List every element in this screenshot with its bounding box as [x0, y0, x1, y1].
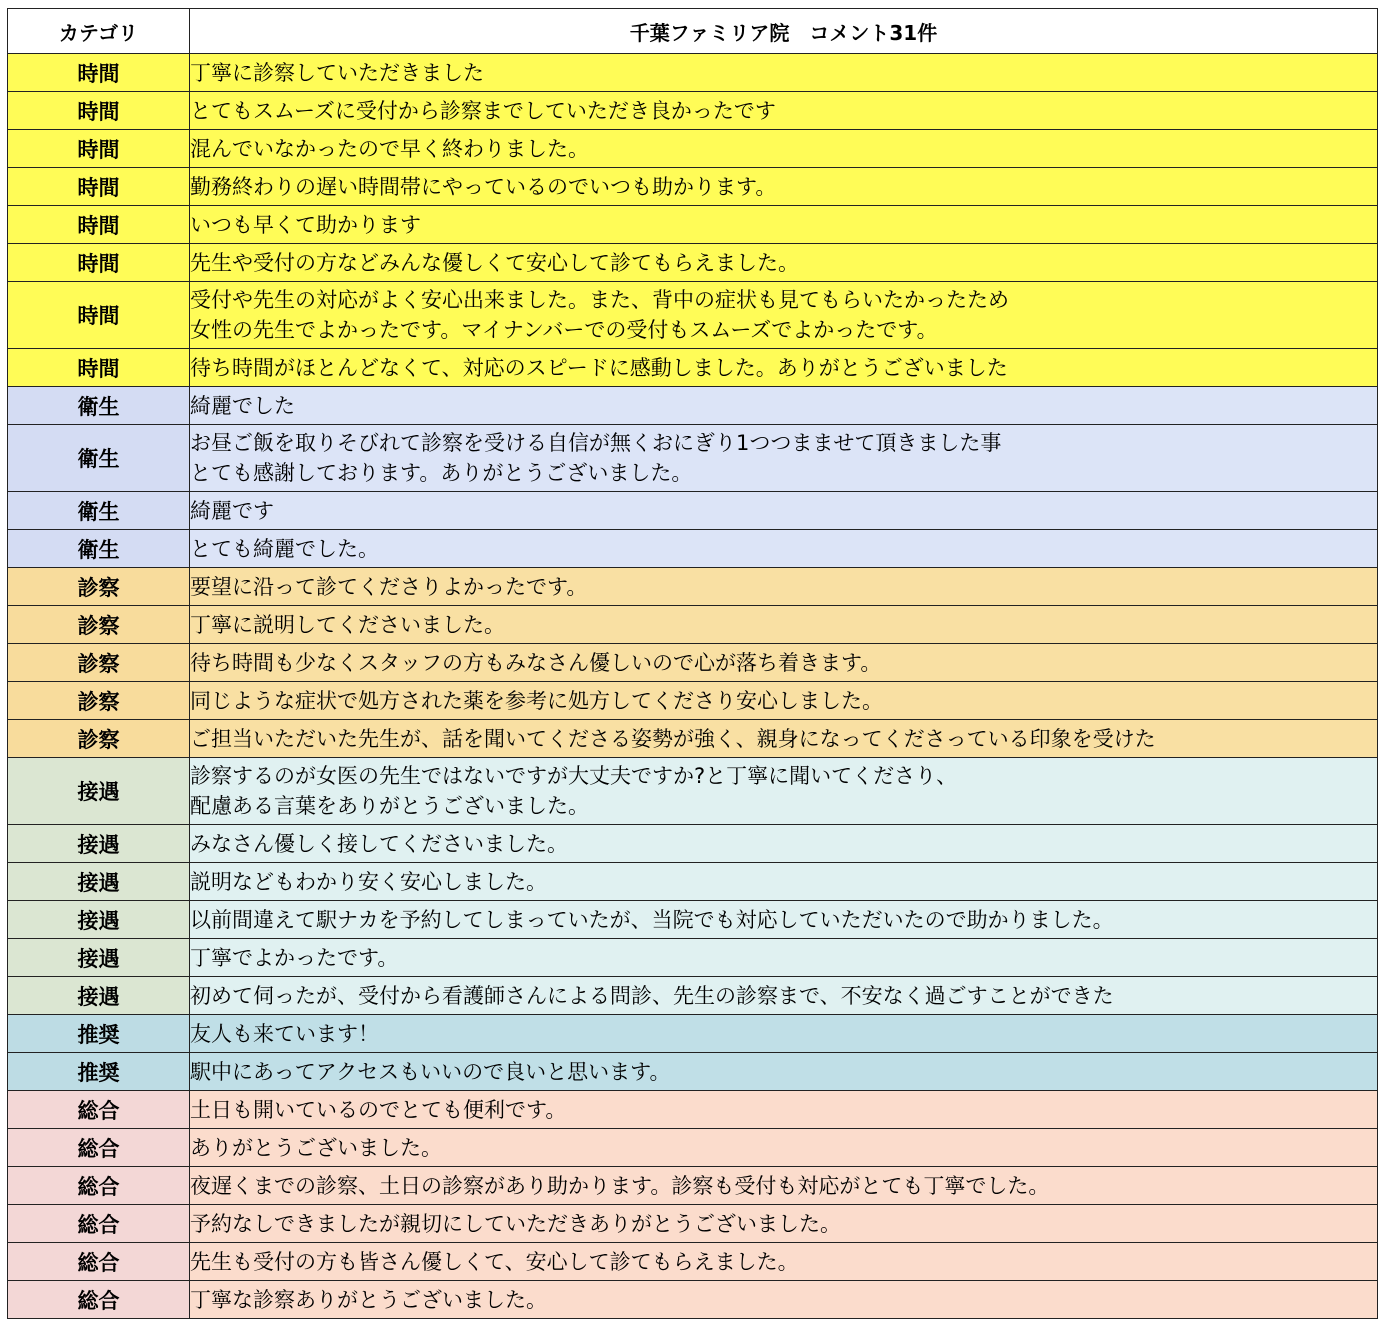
comment-cell: [190, 1167, 1378, 1205]
comment-line: 夜遅くまでの診察、土日の診察があり助かります。診察も受付も対応がとても丁寧でした。: [190, 1173, 1050, 1198]
comment-line: とてもスムーズに受付から診察までしていただき良かったです: [190, 98, 776, 123]
comment-cell: [190, 644, 1378, 682]
category-cell: 衛生: [8, 530, 190, 568]
comment-cell: [190, 1243, 1378, 1281]
comment-line: 丁寧でよかったです。: [190, 945, 399, 970]
table-row: [8, 606, 1378, 644]
table-row: [8, 1205, 1378, 1243]
category-cell: 診察: [8, 682, 190, 720]
category-cell: 時間: [8, 244, 190, 282]
comment-cell: [190, 1091, 1378, 1129]
category-cell: 推奨: [8, 1053, 190, 1091]
comment-line: 丁寧に説明してくださいました。: [190, 612, 505, 637]
category-cell: 診察: [8, 606, 190, 644]
comment-line: 以前間違えて駅ナカを予約してしまっていたが、当院でも対応していただいたので助かりました。: [190, 907, 1114, 932]
category-cell: 推奨: [8, 1015, 190, 1053]
category-cell: 接遇: [8, 901, 190, 939]
category-cell: 総合: [8, 1205, 190, 1243]
category-cell: 時間: [8, 54, 190, 92]
comment-cell: [190, 492, 1378, 530]
comment-line: 説明などもわかり安く安心しました。: [190, 869, 547, 894]
comment-cell: [190, 720, 1378, 758]
comment-cell: [190, 206, 1378, 244]
comment-line: 予約なしできましたが親切にしていただきありがとうございました。: [190, 1211, 841, 1236]
comment-line: 要望に沿って診てくださりよかったです。: [190, 574, 588, 599]
comment-cell: [190, 863, 1378, 901]
category-cell: 総合: [8, 1167, 190, 1205]
comment-line: 駅中にあってアクセスもいいので良いと思います。: [190, 1059, 671, 1084]
table-row: [8, 425, 1378, 492]
comment-line: 友人も来ています！: [190, 1021, 379, 1046]
table-row: [8, 1091, 1378, 1129]
table-row: [8, 282, 1378, 349]
category-cell: 時間: [8, 92, 190, 130]
comment-line: とても感謝しております。ありがとうございました。: [190, 461, 693, 485]
category-cell: 時間: [8, 282, 190, 349]
table-row: [8, 1053, 1378, 1091]
table-row: [8, 1129, 1378, 1167]
comment-line: 綺麗でした: [190, 393, 295, 418]
comment-cell: [190, 939, 1378, 977]
table-row: [8, 1167, 1378, 1205]
comment-cell: [190, 425, 1378, 492]
comment-line: 待ち時間も少なくスタッフの方もみなさん優しいので心が落ち着きます。: [190, 650, 882, 675]
table-row: [8, 206, 1378, 244]
category-cell: 接遇: [8, 758, 190, 825]
comment-line: 配慮ある言葉をありがとうございました。: [190, 794, 589, 818]
comment-line: 初めて伺ったが、受付から看護師さんによる問診、先生の診察まで、不安なく過ごすことができた: [190, 983, 1114, 1008]
comment-cell: [190, 244, 1378, 282]
table-row: [8, 54, 1378, 92]
category-cell: 時間: [8, 206, 190, 244]
comment-cell: [190, 387, 1378, 425]
comments-table: [7, 8, 1378, 1319]
category-cell: 時間: [8, 168, 190, 206]
table-row: [8, 387, 1378, 425]
comment-cell: [190, 758, 1378, 825]
category-cell: 接遇: [8, 939, 190, 977]
comment-cell: [190, 1281, 1378, 1319]
table-row: [8, 92, 1378, 130]
table-header: [8, 9, 1378, 54]
comment-line: 受付や先生の対応がよく安心出来ました。また、背中の症状も見てもらいたかったため: [190, 288, 1009, 312]
comment-line: 丁寧に診察していただきました: [190, 60, 484, 85]
comment-cell: [190, 1129, 1378, 1167]
category-cell: 診察: [8, 720, 190, 758]
comment-line: 先生も受付の方も皆さん優しくて、安心して診てもらえました。: [190, 1249, 799, 1274]
category-cell: 総合: [8, 1281, 190, 1319]
table-row: [8, 720, 1378, 758]
comment-column-header: 千葉ファミリア院 コメント31件: [190, 9, 1378, 54]
comment-cell: [190, 901, 1378, 939]
comment-line: お昼ご飯を取りそびれて診察を受ける自信が無くおにぎり1つつまませて頂きました事: [190, 431, 1002, 455]
category-cell: 診察: [8, 568, 190, 606]
comment-cell: [190, 349, 1378, 387]
comment-cell: [190, 92, 1378, 130]
table-row: [8, 1243, 1378, 1281]
comment-cell: [190, 282, 1378, 349]
comment-line: みなさん優しく接してくださいました。: [190, 831, 568, 856]
table-row: [8, 130, 1378, 168]
table-row: [8, 244, 1378, 282]
table-row: [8, 977, 1378, 1015]
table-row: [8, 1015, 1378, 1053]
comment-line: 先生や受付の方などみんな優しくて安心して診てもらえました。: [190, 250, 799, 275]
comment-line: ありがとうございました。: [190, 1135, 442, 1160]
comment-line: 土日も開いているのでとても便利です。: [190, 1097, 567, 1122]
table-row: [8, 349, 1378, 387]
table-row: [8, 168, 1378, 206]
category-cell: 接遇: [8, 977, 190, 1015]
category-column-header: カテゴリ: [8, 9, 190, 54]
category-cell: 総合: [8, 1129, 190, 1167]
comment-line: ご担当いただいた先生が、話を聞いてくださる姿勢が強く、親身になってくださっている印象を受けた: [190, 726, 1156, 751]
comment-line: 綺麗です: [190, 498, 274, 523]
comment-cell: [190, 977, 1378, 1015]
comment-cell: [190, 1205, 1378, 1243]
comment-line: 同じような症状で処方された薬を参考に処方してくださり安心しました。: [190, 688, 883, 713]
table-row: [8, 758, 1378, 825]
category-cell: 衛生: [8, 387, 190, 425]
table-row: [8, 939, 1378, 977]
table-row: [8, 901, 1378, 939]
table-row: [8, 825, 1378, 863]
comment-line: 丁寧な診察ありがとうございました。: [190, 1287, 547, 1312]
category-cell: 時間: [8, 349, 190, 387]
comment-line: いつも早くて助かります: [190, 212, 421, 237]
table-body: [8, 54, 1378, 1319]
table-row: [8, 568, 1378, 606]
comment-cell: [190, 825, 1378, 863]
comment-line: とても綺麗でした。: [190, 536, 379, 561]
table-row: [8, 644, 1378, 682]
category-cell: 衛生: [8, 492, 190, 530]
category-cell: 時間: [8, 130, 190, 168]
comment-cell: [190, 168, 1378, 206]
category-cell: 接遇: [8, 863, 190, 901]
table-row: [8, 530, 1378, 568]
comment-cell: [190, 130, 1378, 168]
table-row: [8, 863, 1378, 901]
comment-line: 混んでいなかったので早く終わりました。: [190, 136, 589, 161]
comment-line: 診察するのが女医の先生ではないですが大丈夫ですか?と丁寧に聞いてくださり、: [190, 764, 958, 788]
comment-cell: [190, 606, 1378, 644]
comment-line: 勤務終わりの遅い時間帯にやっているのでいつも助かります。: [190, 174, 777, 199]
comment-line: 待ち時間がほとんどなくて、対応のスピードに感動しました。ありがとうございました: [190, 355, 1008, 380]
category-cell: 診察: [8, 644, 190, 682]
table-row: [8, 682, 1378, 720]
comment-cell: [190, 1015, 1378, 1053]
table-row: [8, 492, 1378, 530]
table-row: [8, 1281, 1378, 1319]
category-cell: 総合: [8, 1243, 190, 1281]
comment-cell: [190, 530, 1378, 568]
category-cell: 衛生: [8, 425, 190, 492]
comment-line: 女性の先生でよかったです。マイナンバーでの受付もスムーズでよかったです。: [190, 318, 938, 342]
category-cell: 接遇: [8, 825, 190, 863]
comment-cell: [190, 1053, 1378, 1091]
comment-cell: [190, 54, 1378, 92]
comment-cell: [190, 568, 1378, 606]
comment-cell: [190, 682, 1378, 720]
category-cell: 総合: [8, 1091, 190, 1129]
